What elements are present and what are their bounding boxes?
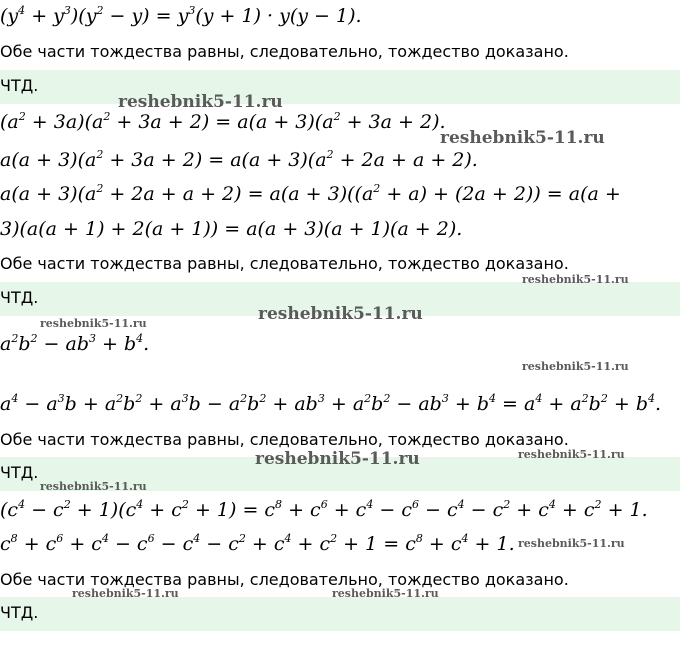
equation-line-2: $(a^2 + 3a)(a^2 + 3a + 2) = a(a + 3)(a^2 + 3a + 2)$. [0, 110, 446, 133]
watermark: reshebnik5-11.ru [522, 273, 629, 286]
equation-line-1: $(y^4 + y^3)(y^2 - y) = y^3(y + 1) \cdot y(y - 1)$. [0, 4, 362, 27]
equation-line-9: $c^8 + c^6 + c^4 - c^6 - c^4 - c^2 + c^4 + c^2 + 1 = c^8 + c^4 + 1$. [0, 532, 515, 555]
qed-band-1 [0, 70, 680, 104]
equation-line-4: $a(a + 3)(a^2 + 2a + a + 2) = a(a + 3)((a^2 + a) + (2a + 2)) = a(a$ + [0, 182, 621, 205]
conclusion-text-1: Обе части тождества равны, следовательно, тождество доказано. [0, 42, 569, 61]
qed-band-4 [0, 597, 680, 631]
watermark: reshebnik5-11.ru [40, 317, 147, 330]
watermark: reshebnik5-11.ru [518, 448, 625, 461]
conclusion-text-2: Обе части тождества равны, следовательно, тождество доказано. [0, 254, 569, 273]
watermark: reshebnik5-11.ru [518, 537, 625, 550]
qed-label-4: ЧТД. [0, 603, 39, 622]
equation-line-3: $a(a + 3)(a^2 + 3a + 2) = a(a + 3)(a^2 + 2a + a + 2)$. [0, 148, 478, 171]
watermark: reshebnik5-11.ru [258, 304, 423, 324]
qed-label-3: ЧТД. [0, 463, 39, 482]
watermark: reshebnik5-11.ru [118, 92, 283, 112]
watermark: reshebnik5-11.ru [522, 360, 629, 373]
conclusion-text-3: Обе части тождества равны, следовательно, тождество доказано. [0, 430, 569, 449]
equation-line-7: $a^4 - a^3b + a^2b^2 + a^3b - a^2b^2 + ab^3 + a^2b^2 - ab^3 + b^4 = a^4 + a^2b^2 + b^4$. [0, 392, 662, 415]
watermark: reshebnik5-11.ru [332, 587, 439, 600]
equation-line-5: 3)(a(a + 1) + 2(a + 1)) = a(a + 3)(a + 1)(a + 2). [0, 218, 463, 240]
qed-label-2: ЧТД. [0, 288, 39, 307]
qed-label-1: ЧТД. [0, 76, 39, 95]
watermark: reshebnik5-11.ru [255, 449, 420, 469]
watermark: reshebnik5-11.ru [440, 128, 605, 148]
equation-line-8: $(c^4 - c^2 + 1)(c^4 + c^2 + 1) = c^8 + c^6 + c^4 - c^6 - c^4 - c^2 + c^4 + c^2 + 1$. [0, 498, 648, 521]
equation-line-6: $a^2b^2 - ab^3 + b^4$. [0, 332, 150, 355]
conclusion-text-4: Обе части тождества равны, следовательно, тождество доказано. [0, 570, 569, 589]
watermark: reshebnik5-11.ru [72, 587, 179, 600]
watermark: reshebnik5-11.ru [40, 480, 147, 493]
